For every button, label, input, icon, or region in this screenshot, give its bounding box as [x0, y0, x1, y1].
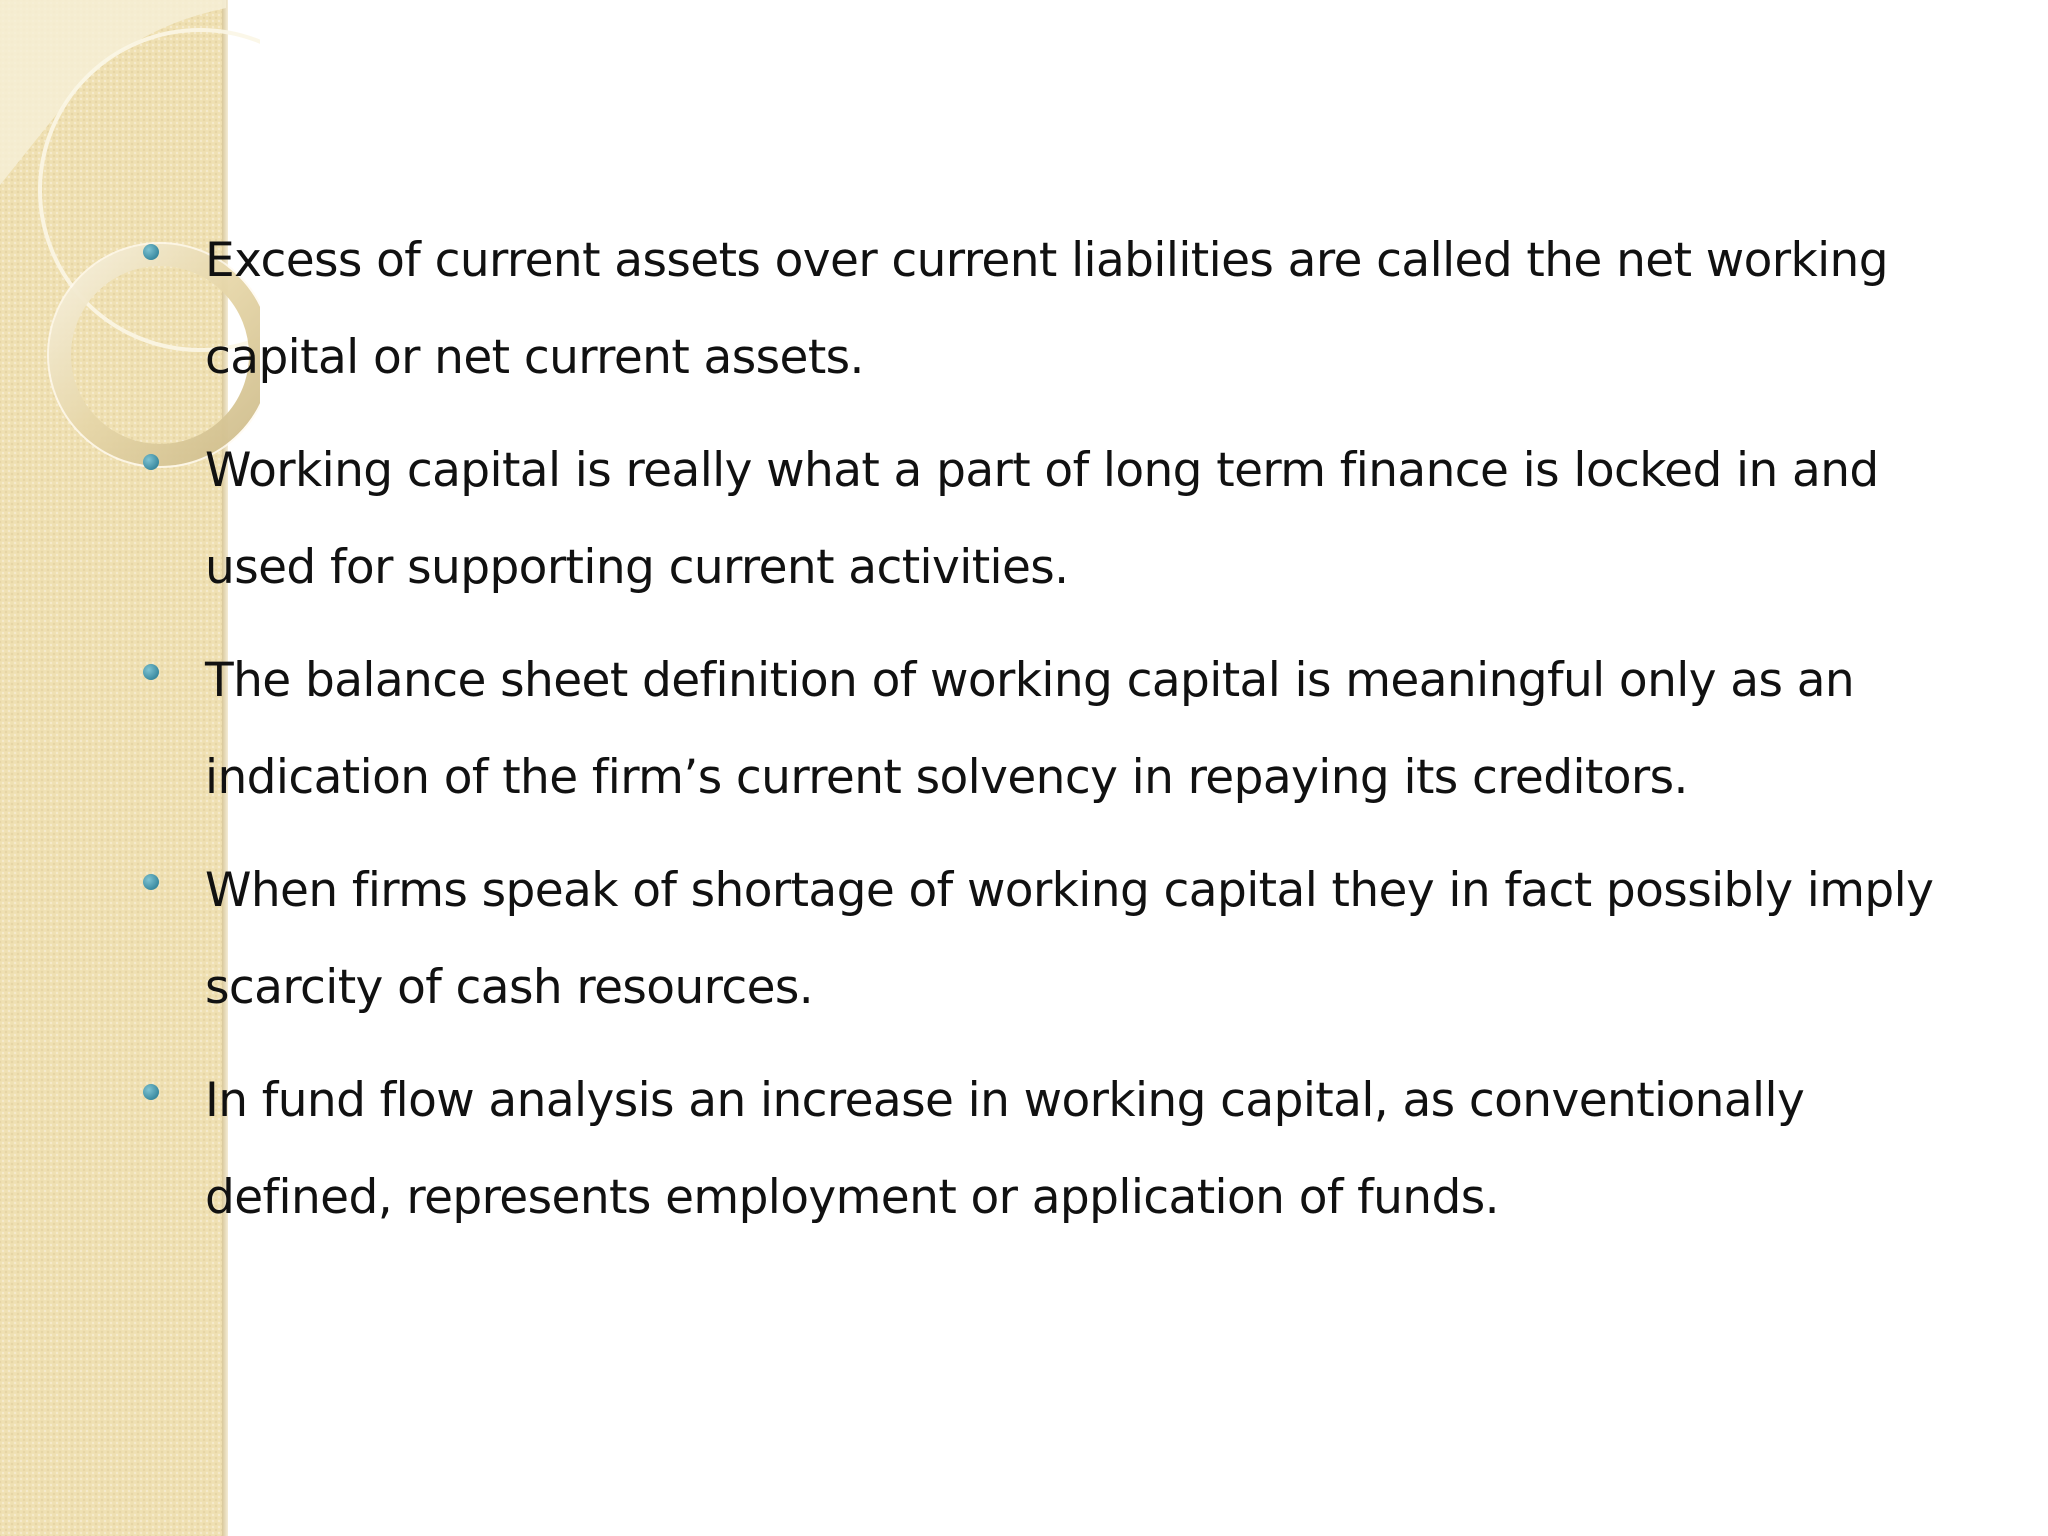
bullet-icon — [143, 1084, 159, 1100]
bullet-text: The balance sheet definition of working capital is meaningful only as an indication of the firm’s current solvency in repaying its creditors. — [205, 653, 1855, 805]
bullet-list — [140, 212, 1960, 1262]
bullet-item — [140, 212, 1960, 406]
bullet-icon — [143, 244, 159, 260]
bullet-text: When firms speak of shortage of working capital they in fact possibly imply scarcity of cash resources. — [205, 863, 1934, 1015]
corner-swoosh — [0, 0, 226, 185]
bullet-text: Working capital is really what a part of long term finance is locked in and used for supporting current activities. — [205, 443, 1879, 595]
bullet-item — [140, 422, 1960, 616]
bullet-icon — [143, 874, 159, 890]
bullet-text: Excess of current assets over current liabilities are called the net working capital or net current assets. — [205, 233, 1888, 385]
bullet-item — [140, 1052, 1960, 1246]
bullet-item — [140, 632, 1960, 826]
bullet-text: In fund flow analysis an increase in working capital, as conventionally defined, represents employment or application of funds. — [205, 1073, 1805, 1225]
bullet-item — [140, 842, 1960, 1036]
bullet-icon — [143, 664, 159, 680]
bullet-icon — [143, 454, 159, 470]
